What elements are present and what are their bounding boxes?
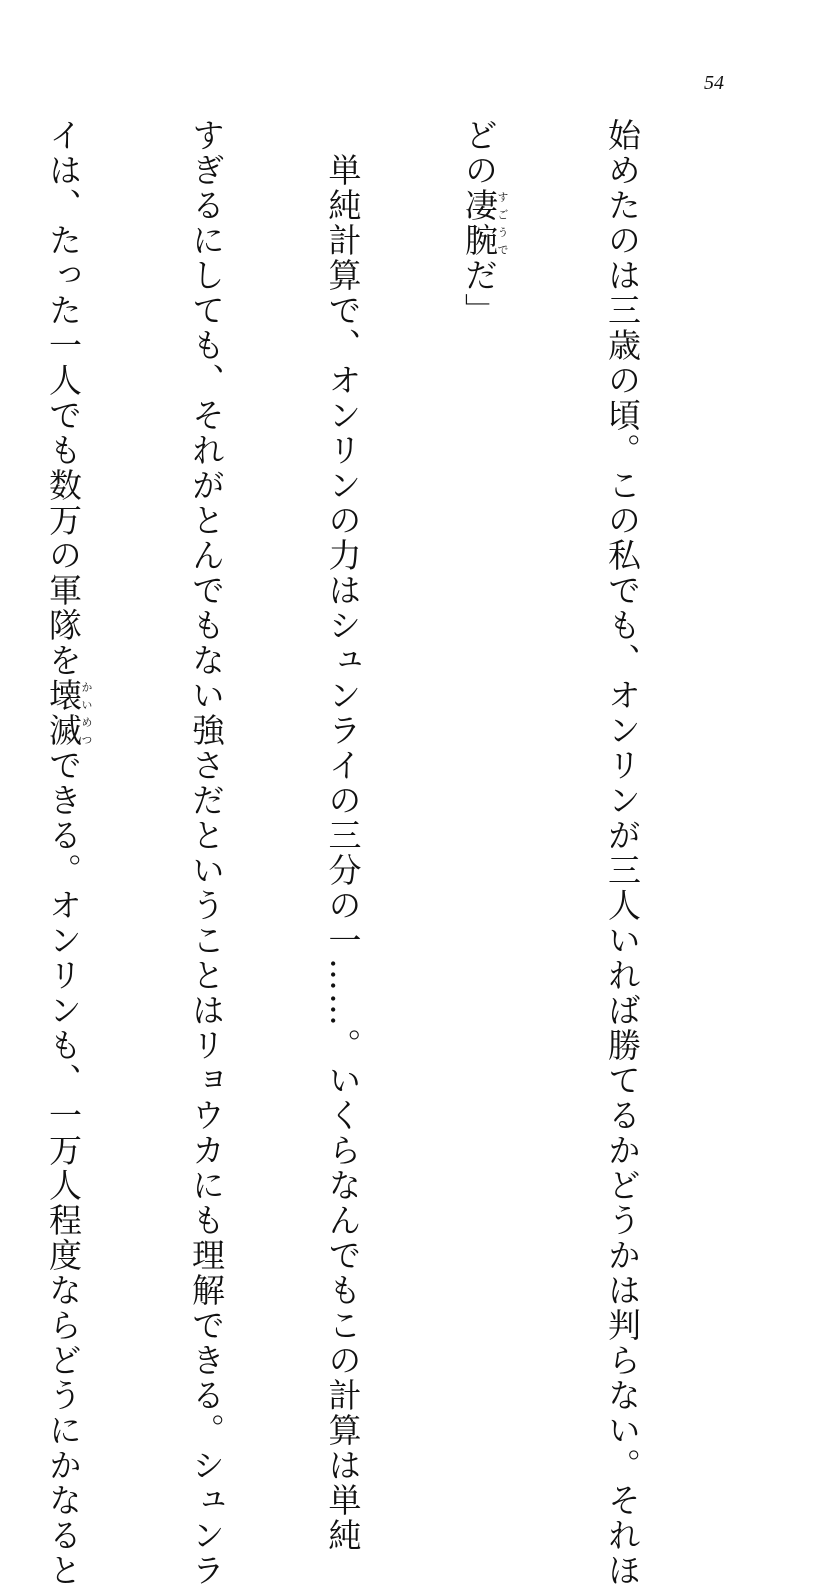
page-number: 54 xyxy=(704,72,724,94)
ruby-reading: すごうで xyxy=(496,188,509,258)
text-line: どの凄腕すごうでだ」 xyxy=(460,118,509,328)
text-line: 始めたのは三歳の頃。この私でも、オンリンが三人いれば勝てるかどうかは判らない。それほ xyxy=(603,118,642,1588)
ruby-word xyxy=(44,678,93,748)
ruby-reading: かいめつ xyxy=(80,678,93,748)
text-line: 単純計算で、オンリンの力はシュンライの三分の一……。いくらなんでもこの計算は単純 xyxy=(323,118,363,1553)
novel-text-body xyxy=(0,118,736,1588)
ruby-base: 壊滅 xyxy=(44,678,83,748)
text-line: イは、たった一人でも数万の軍隊を壊滅かいめつできる。オンリンも、一万人程度ならどうにかなると xyxy=(44,118,93,1588)
ruby-base: 凄腕 xyxy=(460,188,499,258)
text-line: すぎるにしても、それがとんでもない強さだということはリョウカにも理解できる。シュンラ xyxy=(187,118,226,1588)
ruby-word xyxy=(460,188,509,258)
